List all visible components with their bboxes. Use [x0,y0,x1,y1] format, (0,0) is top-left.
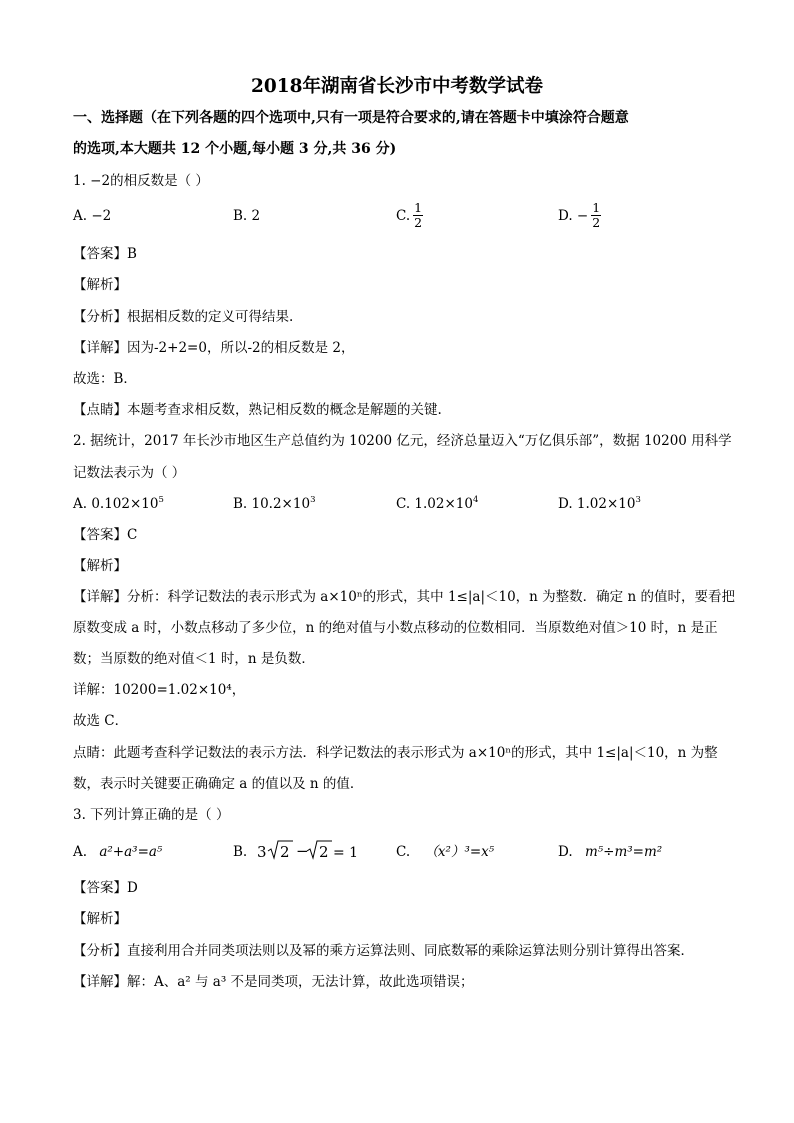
q3-option-b-coef: 3 [257,843,267,861]
q3-option-d-expression: m⁵÷m³=m² [584,844,663,860]
q3-option-a-label: A. [73,844,88,860]
q2-dianjing-line2: 数，表示时关键要正确确定 a 的值以及 n 的值． [73,776,364,792]
q1-answer: 【答案】B [73,246,137,262]
q2-option-d-base: D. 1.02×10 [558,496,636,512]
q2-option-d-exponent: 3 [635,495,641,505]
q3-option-b-radicand-2: 2 [319,843,329,861]
q3-option-a-expression: a²+a³=a⁵ [99,844,163,860]
page-title: 2018年湖南省长沙市中考数学试卷 [251,76,543,97]
section-heading-line1: 一、选择题（在下列各题的四个选项中,只有一项是符合要求的,请在答题卡中填涂符合题意 [73,110,629,126]
q3-option-c-label: C. [396,844,411,860]
q1-choose: 故选：B． [73,371,137,387]
q1-option-c-numerator: 1 [414,200,423,215]
q1-option-c-label: C. [396,207,411,224]
q2-option-b [233,494,315,514]
q2-option-b-base: B. 10.2×10 [233,496,311,512]
q2-dianjing-line1: 点睛：此题考查科学记数法的表示方法．科学记数法的表示形式为 a×10ⁿ的形式，其中 1≤|a|＜10，n 为整 [73,745,718,761]
q1-option-c-denominator: 2 [414,215,423,230]
q3-option-a [73,842,162,862]
q2-option-d [558,494,641,514]
q1-option-d-fraction [591,201,601,230]
q3-option-c-expression: （x²）³=x⁵ [424,844,495,860]
q2-choose: 故选 C． [73,713,129,729]
q2-stem-line1: 2. 据统计，2017 年长沙市地区生产总值约为 10200 亿元，经济总量迈入“万亿俱乐部”，数据 10200 用科学 [73,433,732,449]
q1-option-d-numerator: 1 [592,200,601,215]
q2-detail-line2: 原数变成 a 时，小数点移动了多少位，n 的绝对值与小数点移动的位数相同．当原数绝对值＞10 时，n 是正 [73,620,718,636]
q2-option-c-exponent: 4 [472,495,479,505]
q1-option-b: B. 2 [233,208,261,224]
q1-option-d-denominator: 2 [592,215,601,230]
q1-option-d [558,201,601,230]
q1-stem: 1. −2的相反数是（ ） [73,173,209,189]
q2-option-a [73,494,164,514]
q1-dianjing: 【点睛】本题考查求相反数，熟记相反数的概念是解题的关键. [73,402,442,418]
q2-option-c [396,494,478,514]
q2-answer: 【答案】C [73,527,138,543]
q2-analysis-heading: 【解析】 [73,558,127,574]
q3-option-d [558,842,662,862]
q3-option-b-expression [255,836,359,866]
q3-option-b-equals: = 1 [333,845,359,861]
q1-option-a: A. −2 [73,208,112,224]
q3-option-b-radicand-1: 2 [280,843,290,861]
q3-option-d-label: D. [558,844,573,860]
q3-option-c [396,842,494,862]
q2-option-c-base: C. 1.02×10 [396,496,473,512]
q2-detail-line3: 数；当原数的绝对值＜1 时，n 是负数． [73,651,315,667]
q2-detail-line4: 详解：10200=1.02×10⁴， [73,682,246,698]
q3-answer: 【答案】D [73,880,138,896]
section-heading-line2: 的选项,本大题共 12 个小题,每小题 3 分,共 36 分) [73,141,397,157]
q2-detail-line1: 【详解】分析：科学记数法的表示形式为 a×10ⁿ的形式，其中 1≤|a|＜10，n 为整数．确定 n 的值时，要看把 [73,589,735,605]
q1-analysis-heading: 【解析】 [73,277,127,293]
q1-option-c-fraction [413,201,423,230]
q2-option-b-exponent: 3 [310,495,316,505]
q3-option-b-label: B. [233,844,248,860]
q3-option-b-minus: − [296,842,309,860]
q2-option-a-base: A. 0.102×10 [73,496,159,512]
q3-analysis-heading: 【解析】 [73,911,127,927]
q3-fenxi: 【分析】直接利用合并同类项法则以及幂的乘方运算法则、同底数幂的乘除运算法则分别计算得出答案． [73,943,694,959]
q2-option-a-exponent: 5 [158,495,164,505]
q3-detail: 【详解】解：A、a² 与 a³ 不是同类项，无法计算，故此选项错误； [73,974,474,990]
q2-stem-line2: 记数法表示为（ ） [73,465,186,481]
q1-option-d-label: D. − [558,207,589,224]
q1-detail: 【详解】因为-2+2=0，所以-2的相反数是 2， [73,340,355,356]
q1-option-c [396,201,423,230]
q3-stem: 3. 下列计算正确的是（ ） [73,807,230,823]
q1-fenxi: 【分析】根据相反数的定义可得结果. [73,309,294,325]
